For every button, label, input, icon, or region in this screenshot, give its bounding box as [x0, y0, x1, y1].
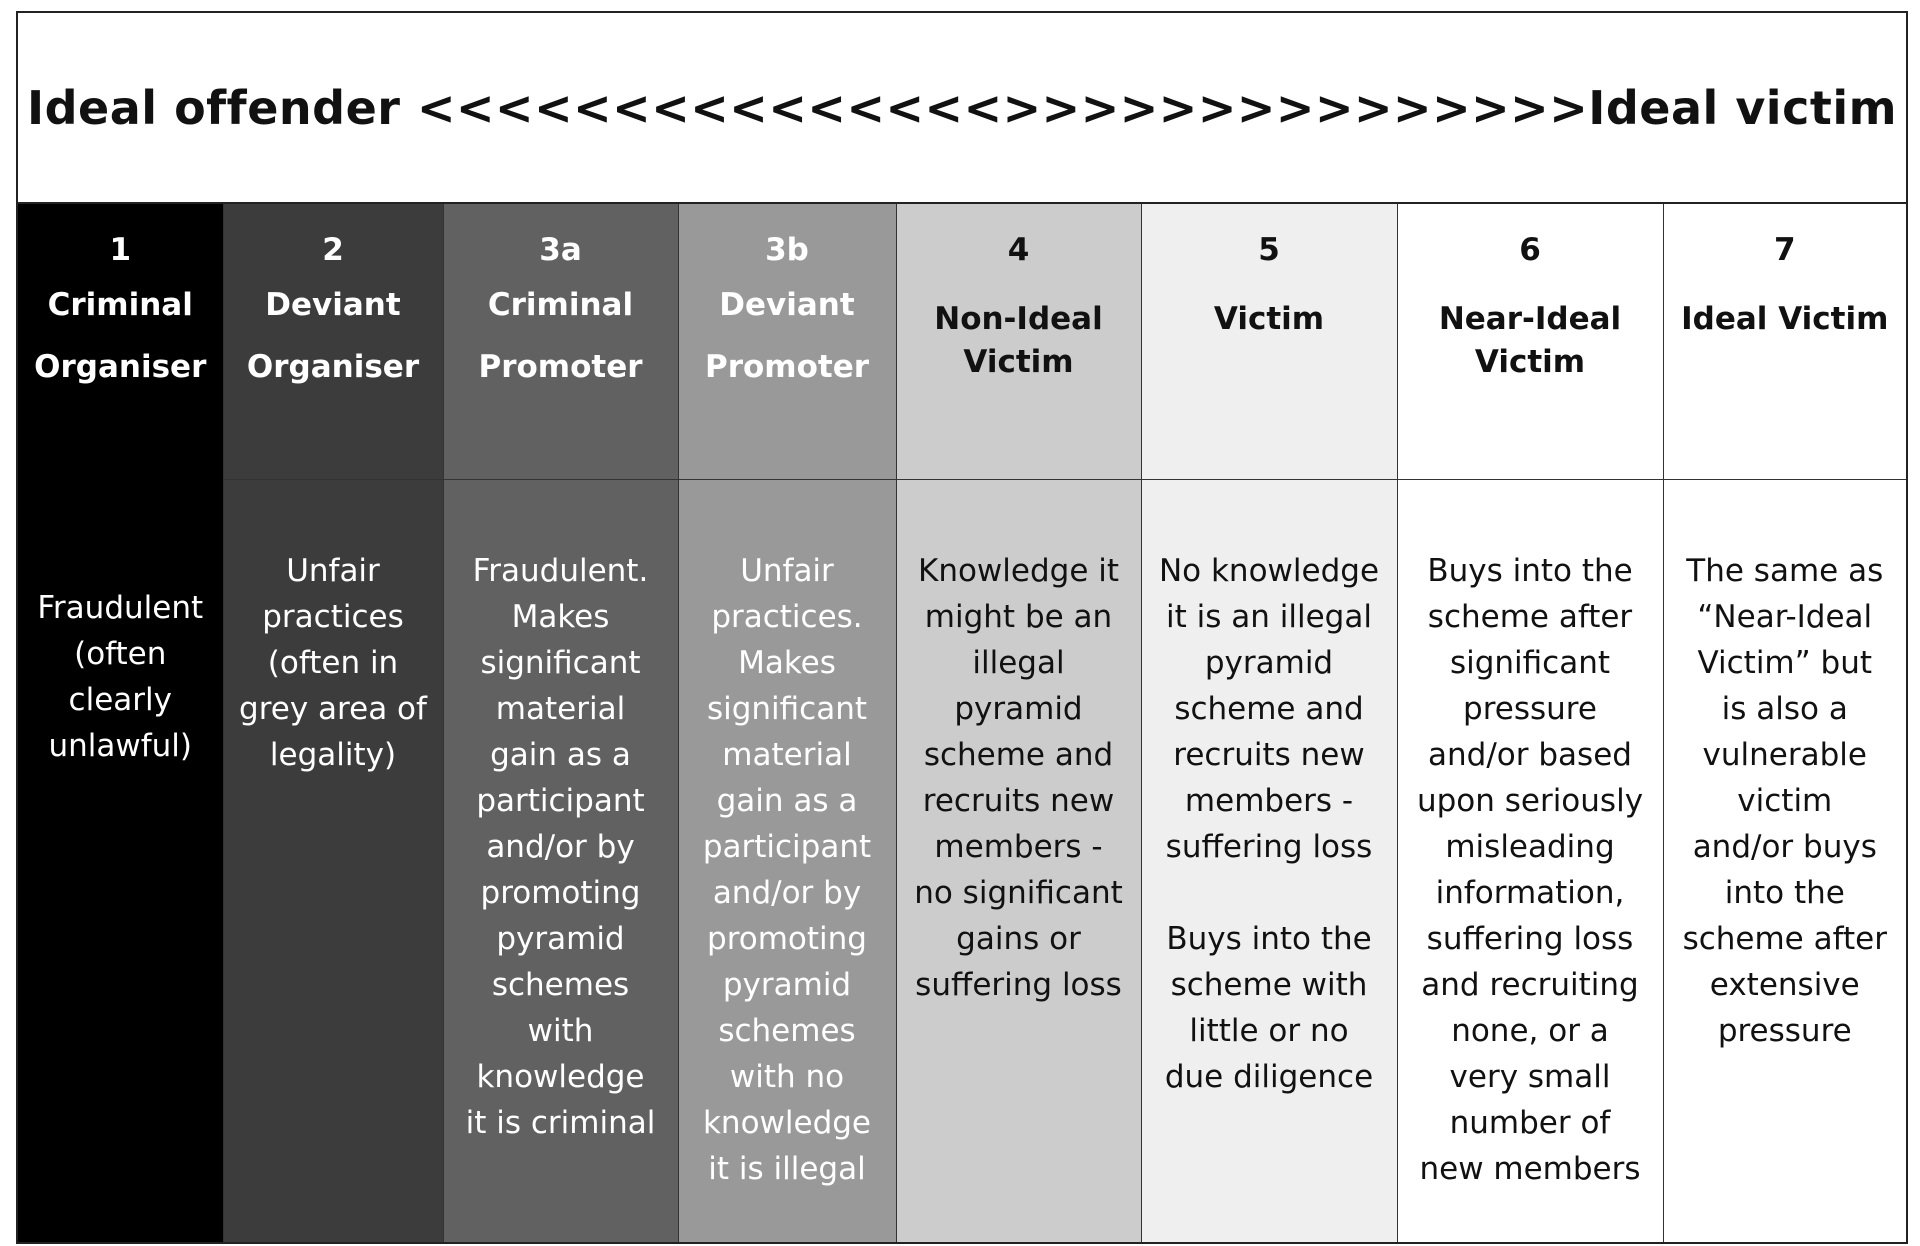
- category-description-2: [223, 479, 443, 1243]
- category-number: 3a: [539, 232, 582, 268]
- category-description-1: [17, 479, 223, 1243]
- category-name-line: Organiser: [246, 349, 420, 385]
- category-description-5: [1141, 479, 1397, 1243]
- category-name-line: Deviant: [265, 287, 401, 323]
- category-name-line: Criminal: [487, 287, 634, 323]
- category-header-5: [1141, 203, 1397, 479]
- category-name-line: Non-Ideal: [934, 301, 1103, 337]
- category-name-line: Promoter: [478, 349, 643, 385]
- category-name-line: Criminal: [47, 287, 193, 323]
- category-name-line: Promoter: [704, 349, 870, 385]
- category-header-2: [223, 203, 443, 479]
- offender-victim-spectrum-table: [16, 11, 1908, 1244]
- category-description-3b: [678, 479, 896, 1243]
- category-header-6: [1397, 203, 1663, 479]
- category-number: 3b: [765, 232, 809, 268]
- description-text: Unfair practices. Makes significant material gain as a participant and/or by promoting pyramid schemes with no knowledge it is illegal: [702, 552, 872, 1187]
- category-header-1: [17, 203, 223, 479]
- category-number: 6: [1519, 232, 1541, 268]
- category-number: 2: [322, 232, 344, 268]
- category-name-line: Victim: [1474, 344, 1586, 380]
- category-number: 4: [1007, 232, 1030, 268]
- category-name-line: Victim: [1213, 301, 1325, 337]
- description-text: Buys into the scheme after significant pressure and/or based upon seriously misleading information, suffering loss and recruiting none, or a very small number of new members: [1416, 552, 1644, 1187]
- category-name-line: Near-Ideal: [1438, 301, 1622, 337]
- category-description-4: [896, 479, 1141, 1243]
- category-header-4: [896, 203, 1141, 479]
- category-name-line: Ideal Victim: [1681, 301, 1889, 337]
- category-name-line: Victim: [963, 344, 1074, 380]
- category-header-3b: [678, 203, 896, 479]
- category-number: 7: [1773, 232, 1796, 268]
- spectrum-title: Ideal offender <<<<<<<<<<<<<<<>>>>>>>>>>>>>>>Ideal victim: [17, 12, 1907, 203]
- description-text: No knowledge it is an illegal pyramid scheme and recruits new members - suffering loss Buys into the scheme with little or no due diligence: [1158, 552, 1380, 1095]
- description-text: Knowledge it might be an illegal pyramid scheme and recruits new members - no significant gains or suffering loss: [914, 552, 1123, 1003]
- description-text: Fraudulent. Makes significant material gain as a participant and/or by promoting pyramid schemes with knowledge it is criminal: [465, 552, 656, 1141]
- category-description-7: [1663, 479, 1907, 1243]
- category-header-7: [1663, 203, 1907, 479]
- category-name-line: Deviant: [719, 287, 855, 323]
- description-text: Unfair practices (often in grey area of legality): [239, 552, 427, 773]
- category-description-3a: [443, 479, 678, 1243]
- category-header-3a: [443, 203, 678, 479]
- category-number: 1: [109, 232, 132, 268]
- description-text: Fraudulent (often clearly unlawful): [37, 590, 204, 764]
- category-number: 5: [1258, 232, 1280, 268]
- category-name-line: Organiser: [34, 349, 207, 385]
- category-description-6: [1397, 479, 1663, 1243]
- description-text: The same as “Near-Ideal Victim” but is also a vulnerable victim and/or buys into the scheme after extensive pressure: [1682, 552, 1887, 1049]
